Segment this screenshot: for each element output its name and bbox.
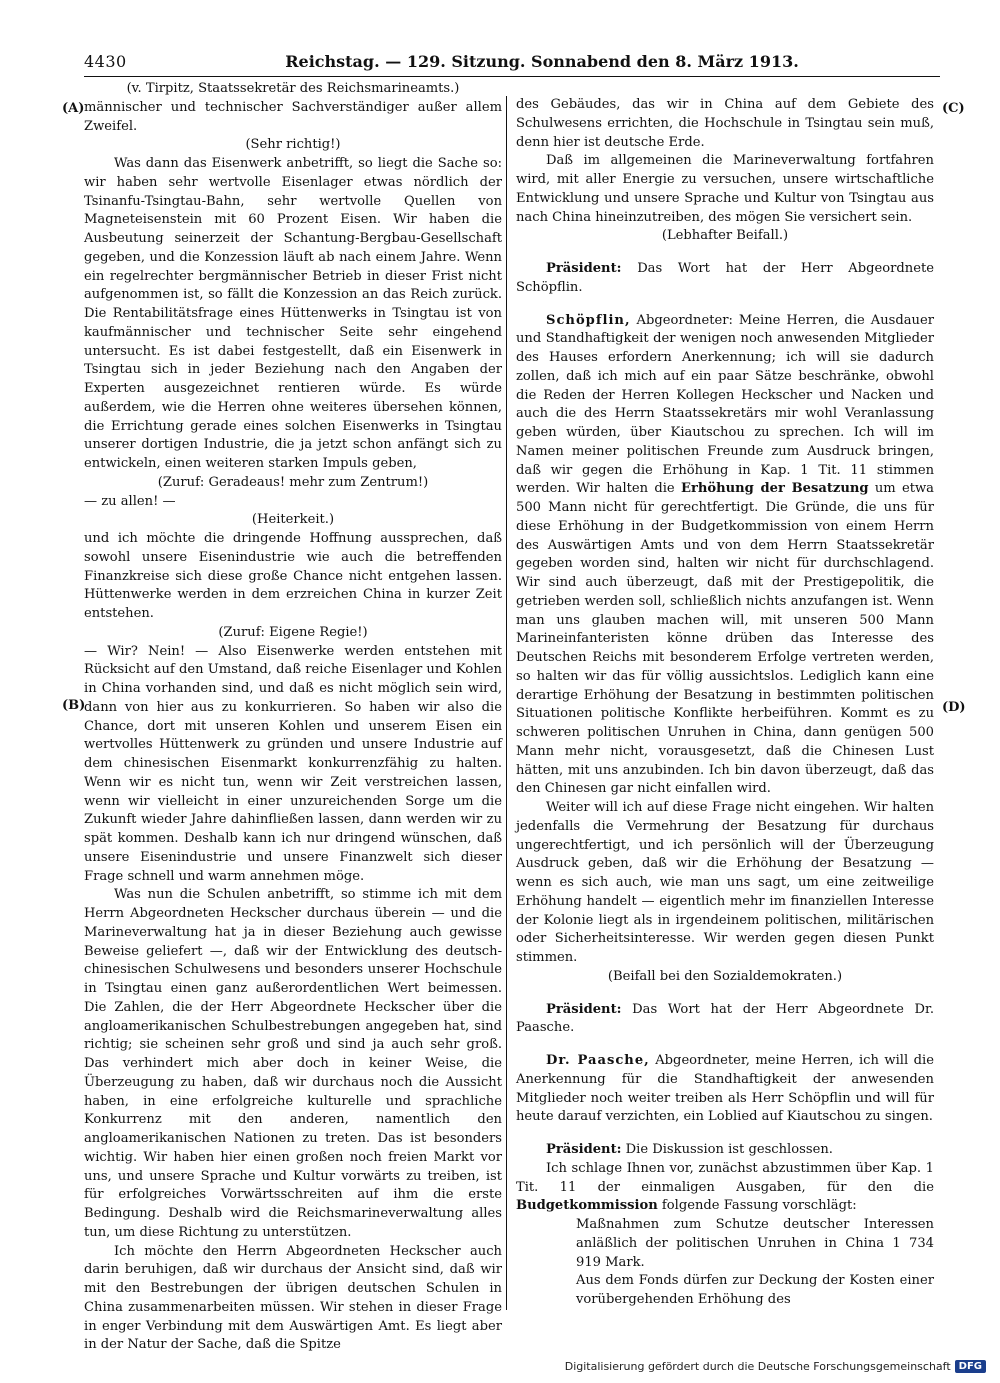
- running-title: Reichstag. — 129. Sitzung. Sonnabend den 8. März 1913.: [285, 52, 799, 71]
- paragraph: — zu allen! —: [84, 493, 176, 509]
- interjection: (Zuruf: Eigene Regie!): [218, 624, 368, 640]
- page-header: [84, 50, 940, 77]
- dfg-logo: DFG: [955, 1360, 986, 1373]
- footer-text: Digitalisierung gefördert durch die Deutsche Forschungsgemeinschaft: [564, 1360, 951, 1373]
- footer-credit: [565, 1360, 986, 1373]
- president-statement: [516, 1001, 934, 1039]
- president-statement: [516, 1141, 934, 1160]
- paragraph: Was dann das Eisenwerk anbetrifft, so liegt die Sache so: wir haben sehr wertvolle Eisenlager etwas nördlich der Tsinanfu-Tsingtau-Bahn, sehr wertvolle Quellen von Magneteisenstein mit 60 Prozent Eisen. Wir haben die Ausbeutung seinerzeit der Schantung-Bergbau-Gesellschaft gegeben, und die Konzession läuft ab nach einem Jahre. Wenn ein regelrechter bergmännischer Betrieb in dieser Frist nicht aufgenommen ist, so fällt die Konzession an das Reich zurück. Die Rentabilitätsfrage eines Hüttenwerks in Tsingtau ist von kaufmännischer und technischer Seite sehr eingehend untersucht. Es ist dabei festgestellt, daß ein Eisenwerk in Tsingtau sich in jeder Beziehung nach den Angaben der Experten ausgezeichnet rentieren würde. Es würde außerdem, wie die Herren ohne weiteres übersehen können, die Errichtung gerade eines solchen Eisenwerks in Tsingtau unserer dortigen Industrie, die ja jetzt schon anfängt sich zu entwickeln, einen weiteren starken Impuls geben,: [84, 156, 502, 471]
- right-column: [516, 96, 934, 1310]
- paragraph: Ich möchte den Herrn Abgeordneten Heckscher auch darin beruhigen, daß wir durchaus der Ansicht sind, daß wir mit den Bestrebungen der übrigen deutschen Schulen in China zusammenarbeiten müssen. Wir stehen in dieser Frage in enger Verbindung mit dem Auswärtigen Amt. Es liegt aber in der Natur der Sache, daß die Spitze: [84, 1243, 502, 1353]
- proposal-paragraph: Ich schlage Ihnen vor, zunächst abzustimmen über Kap. 1 Tit. 11 der einmaligen Ausgaben, für den die Budgetkommission folgende Fassung vorschlägt:: [516, 1160, 934, 1214]
- margin-mark-b: (B): [62, 698, 86, 713]
- statement-text: Die Diskussion ist geschlossen.: [625, 1142, 833, 1157]
- statement-text: Das Wort hat der Herr Abgeordnete Schöpflin.: [516, 261, 934, 295]
- speech-paragraph: [516, 1052, 934, 1127]
- margin-mark-d: (D): [942, 700, 966, 715]
- speech-text: um etwa 500 Mann nicht für gerechtfertigt. Die Gründe, die uns für diese Erhöhung in der Budgetkommission von einem Herrn des Auswärtigen Amts und von dem Herrn Staatssekretär gegeben worden sind, halten wir nicht für durchschlagend. Wir sind auch überzeugt, daß mit der Prestigepolitik, die getrieben werden soll, schließlich nichts anzufangen ist. Wenn man uns glauben machen will, mit unseren 500 Mann Marineinfanteristen könne drüben das Interesse des Deutschen Reichs mit besonderem Erfolge vertreten werden, so halten wir das für völlig aussichtslos. Lediglich kann eine derartige Erhöhung der Besatzung in bestimmten politischen Situationen politische Konflikte herbeiführen. Kommt es zu schweren politischen Unruhen in China, dann genügen 500 Mann mehr nicht, vorausgesetzt, daß die Chinesen Lust hätten, mit uns anzubinden. Ich bin davon überzeugt, daß das den Chinesen gar nicht einfallen wird.: [516, 481, 934, 797]
- interjection: (Heiterkeit.): [251, 512, 335, 528]
- speaker-label: Präsident:: [546, 1001, 622, 1017]
- left-column: [84, 80, 502, 1355]
- paragraph: — Wir? Nein! — Also Eisenwerke werden entstehen mit Rücksicht auf den Umstand, daß reiche Eisenlager und Kohlen in China vorhanden sind, und daß es nicht möglich sein wird, dann von hier aus zu konkurrieren. So haben wir also die Chance, dort mit unseren Kohlen und unserem Eisen ein wertvolles Hüttenwerk zu gründen und unsere Industrie auf dem chinesischen Eisenmarkt konkurrenzfähig zu halten. Wenn wir es nicht tun, wenn wir Zeit verstreichen lassen, wenn wir vielleicht in einer unzureichenden Sorge um die Zukunft wieder Jahre dahinfließen lassen, dann werden wir zu spät kommen. Deshalb kann ich nur dringend wünschen, daß unsere Eisenindustrie und unsere Finanzwelt sich dieser Frage schnell und warm annehmen möge.: [84, 643, 502, 884]
- paragraph: des Gebäudes, das wir in China auf dem Gebiete des Schulwesens errichten, die Hochschule in Tsingtau sein muß, denn hier ist deutsche Erde.: [516, 97, 934, 150]
- page-number: 4430: [84, 52, 127, 71]
- emphasis-text: Erhöhung der Besatzung: [680, 481, 869, 497]
- statement-text: Das Wort hat der Herr Abgeordnete Dr. Paasche.: [516, 1001, 934, 1036]
- column-divider: [506, 96, 507, 1310]
- paragraph: männischer und technischer Sachverständiger außer allem Zweifel.: [84, 99, 502, 134]
- paragraph: Was nun die Schulen anbetrifft, so stimme ich mit dem Herrn Abgeordneten Heckscher durchaus überein — und die Marineverwaltung hat ja in dieser Beziehung auch gewisse Beweise geliefert —, daß wir der Entwicklung des deutsch-chinesischen Schulwesens und besonders unserer Hochschule in Tsingtau einen ganz außerordentlichen Wert beimessen. Die Zahlen, die der Herr Abgeordnete Heckscher über die angloamerikanischen Schulbestrebungen angegeben hat, sind richtig; sie scheinen sehr groß und sind ja auch sehr groß. Das verhindert mich aber doch in keiner Weise, die Überzeugung zu haben, daß wir durchaus noch die Aussicht haben, in eine erfolgreiche kulturelle und sprachliche Konkurrenz mit den anderen, namentlich den angloamerikanischen Nationen zu treten. Das ist besonders wichtig. Wir haben hier einen großen noch freien Markt vor uns, und unsere Sprache und Kultur vorwärts zu treiben, ist für erfolgreiches Vorwärtsschreiten auf ihm die erste Bedingung. Deshalb wird die Reichsmarineverwaltung alles tun, um diese Richtung zu unterstützen.: [84, 887, 502, 1240]
- speech-paragraph: [516, 312, 934, 800]
- paragraph: Daß im allgemeinen die Marineverwaltung fortfahren wird, mit aller Energie zu versuchen, unsere wirtschaftliche Entwicklung und unsere Sprache und Kultur von Tsingtau aus nach China hineinzutreiben, des mögen Sie versichert sein.: [516, 153, 934, 225]
- paragraph: Weiter will ich auf diese Frage nicht eingehen. Wir halten jedenfalls die Vermehrung der Besatzung für durchaus ungerechtfertigt, und ich persönlich will der Überzeugung Ausdruck geben, daß wir die Erhöhung der Besatzung — wenn es sich auch, wie man uns sagt, um eine zeitweilige Erhöhung handelt — eigentlich mehr im finanziellen Interesse der Kolonie liegt als in irgendeinem politischen, militärischen oder Sicherheitsinteresse. Wir werden gegen diesen Punkt stimmen.: [516, 800, 934, 965]
- emphasis-text: Budgetkommission: [516, 1198, 658, 1214]
- speech-text: Abgeordneter: Meine Herren, die Ausdauer und Standhaftigkeit der wenigen noch anwesenden Mitglieder des Hauses erfordern Anerkennung; ich will sie dadurch zollen, daß ich mich auf ein paar Sätze beschränke, obwohl die Reden der Herren Kollegen Heckscher und Nacken und auch die des Herrn Staatssekretärs mir wohl Veranlassung geben würden, über Kiautschou zu sprechen. Ich will im Namen meiner politischen Freunde zum Ausdruck bringen, daß wir gegen die Erhöhung in Kap. 1 Tit. 11 stimmen werden. Wir halten die: [516, 312, 934, 497]
- speaker-label: Präsident:: [546, 261, 622, 276]
- interjection: (Lebhafter Beifall.): [661, 228, 789, 244]
- speaker-label: Dr. Paasche,: [546, 1053, 650, 1068]
- budget-item: Aus dem Fonds dürfen zur Deckung der Kosten einer vorübergehenden Erhöhung des: [576, 1273, 934, 1307]
- paragraph: und ich möchte die dringende Hoffnung aussprechen, daß sowohl unsere Eisenindustrie wie auch die betreffenden Finanzkreise sich diese große Chance nicht entgehen lassen. Hüttenwerke werden in dem erzreichen China in kurzer Zeit entstehen.: [84, 531, 502, 621]
- margin-mark-c: (C): [942, 101, 965, 116]
- speaker-label: Schöpflin,: [546, 312, 631, 328]
- interjection: (Zuruf: Geradeaus! mehr zum Zentrum!): [157, 474, 429, 490]
- margin-mark-a: (A): [62, 101, 85, 116]
- interjection: (Beifall bei den Sozialdemokraten.): [607, 968, 843, 984]
- interjection: (Sehr richtig!): [245, 137, 341, 153]
- speaker-line: (v. Tirpitz, Staatssekretär des Reichsmarineamts.): [126, 81, 460, 96]
- president-statement: [516, 260, 934, 298]
- speech-text: Abgeordneter, meine Herren, ich will die Anerkennung für die Standhaftigkeit der anwesenden Mitglieder noch weiter treiben als Herr Schöpflin und will für heute darauf verzichten, ein Loblied auf Kiautschou zu singen.: [516, 1053, 934, 1125]
- budget-item: Maßnahmen zum Schutze deutscher Interessen anläßlich der politischen Unruhen in China 1 734 919 Mark.: [576, 1217, 934, 1270]
- speaker-label: Präsident:: [546, 1142, 622, 1157]
